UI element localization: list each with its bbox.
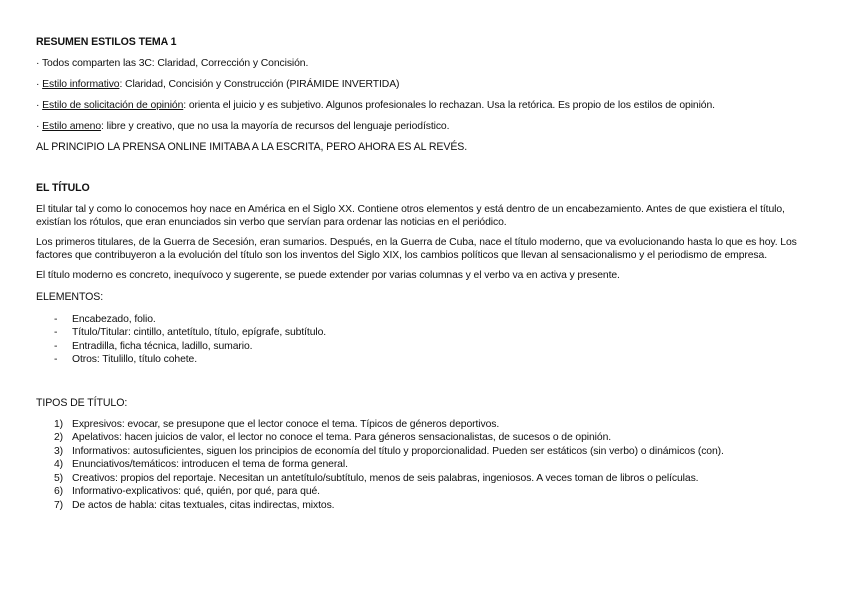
list-number: 6) <box>54 486 64 497</box>
list-item-text: Enunciativos/temáticos: introducen el tema de forma general. <box>72 459 348 470</box>
dash-marker: - <box>54 327 58 338</box>
underlined-term-solicitacion: Estilo de solicitación de opinión <box>42 100 184 111</box>
summary-text: : libre y creativo, que no usa la mayoría de recursos del lenguaje periodístico. <box>101 121 450 132</box>
summary-line-ameno <box>36 120 816 133</box>
document-page <box>36 36 816 512</box>
elements-label: ELEMENTOS: <box>36 290 104 303</box>
list-item-text: Entradilla, ficha técnica, ladillo, sumario. <box>72 340 253 352</box>
section-title-resumen: RESUMEN ESTILOS TEMA 1 <box>36 36 177 48</box>
list-item-text: De actos de habla: citas textuales, citas indirectas, mixtos. <box>72 499 335 511</box>
summary-line-informativo <box>36 78 816 91</box>
bullet-prefix: · <box>36 100 43 111</box>
types-list <box>36 418 816 513</box>
dash-marker: - <box>54 340 58 352</box>
list-item-text: Creativos: propios del reportaje. Necesitan un antetítulo/subtítulo, menos de seis palabras, ingeniosos. A veces toman de libros o películas. <box>72 472 699 484</box>
list-item-text: Informativos: autosuficientes, siguen los principios de economía del título y proporcionalidad. Pueden ser estáticos (sin verbo) o dinámicos (con). <box>72 445 724 457</box>
caps-statement: AL PRINCIPIO LA PRENSA ONLINE IMITABA A LA ESCRITA, PERO AHORA ES AL REVÉS. <box>36 141 468 153</box>
list-number: 5) <box>54 472 64 484</box>
underlined-term-informativo: Estilo informativo <box>42 79 120 90</box>
list-item <box>54 431 816 445</box>
list-item <box>54 340 816 354</box>
list-item-text: Otros: Titulillo, título cohete. <box>72 354 198 365</box>
list-item-text: Apelativos: hacen juicios de valor, el lector no conoce el tema. Para géneros sensacionalistas, de sucesos o de opinión. <box>72 432 612 443</box>
list-item-text: Encabezado, folio. <box>72 313 156 325</box>
list-item <box>54 418 816 432</box>
list-item-text: Expresivos: evocar, se presupone que el lector conoce el tema. Típicos de géneros deportivos. <box>72 418 500 430</box>
dash-marker: - <box>54 313 58 325</box>
summary-text: : Claridad, Concisión y Construcción (PIRÁMIDE INVERTIDA) <box>119 79 400 90</box>
paragraph-origin: El titular tal y como lo conocemos hoy nace en América en el Siglo XX. Contiene otros elementos y está dentro de un encabezamiento. Antes de que existiera el título, existían los rótulos, que eran enunciados sin verbo que servían para ordenar las noticias en el periódico. <box>36 204 785 228</box>
list-item <box>54 472 816 486</box>
list-number: 1) <box>54 418 64 430</box>
list-item <box>54 485 816 499</box>
section-title-tipos: TIPOS DE TÍTULO: <box>36 396 128 409</box>
elements-list <box>36 313 816 367</box>
list-item-text: Título/Titular: cintillo, antetítulo, título, epígrafe, subtítulo. <box>72 327 327 338</box>
list-number: 4) <box>54 459 64 470</box>
list-item <box>54 326 816 340</box>
summary-line-solicitacion <box>36 99 816 112</box>
list-item <box>54 313 816 327</box>
list-item <box>54 458 816 472</box>
section-title-el-titulo: EL TÍTULO <box>36 182 90 194</box>
underlined-term-ameno: Estilo ameno <box>42 121 102 132</box>
list-item <box>54 445 816 459</box>
summary-text: : orienta el juicio y es subjetivo. Algunos profesionales lo rechazan. Usa la retórica. Es propio de los estilos de opinión. <box>183 100 715 111</box>
paragraph-modern-title: El título moderno es concreto, inequívoco y sugerente, se puede extender por varias columnas y el verbo va en activa y presente. <box>36 270 620 281</box>
list-item <box>54 353 816 367</box>
list-item <box>54 499 816 513</box>
list-item-text: Informativo-explicativos: qué, quién, por qué, para qué. <box>72 486 320 497</box>
summary-line-3c: · Todos comparten las 3C: Claridad, Corrección y Concisión. <box>36 58 309 69</box>
list-number: 3) <box>54 445 64 457</box>
list-number: 2) <box>54 432 64 443</box>
paragraph-history: Los primeros titulares, de la Guerra de Secesión, eran sumarios. Después, en la Guerra de Cuba, nace el título moderno, que va evolucionando hasta lo que es hoy. Los factores que contribuyeron a la evolución del título son los inventos del Siglo XIX, los cambios políticos que llevan al sensacionalismo y el periodismo de empresa. <box>36 237 797 261</box>
list-number: 7) <box>54 499 64 511</box>
bullet-prefix: · <box>36 79 43 90</box>
dash-marker: - <box>54 354 58 365</box>
bullet-prefix: · <box>36 121 43 132</box>
